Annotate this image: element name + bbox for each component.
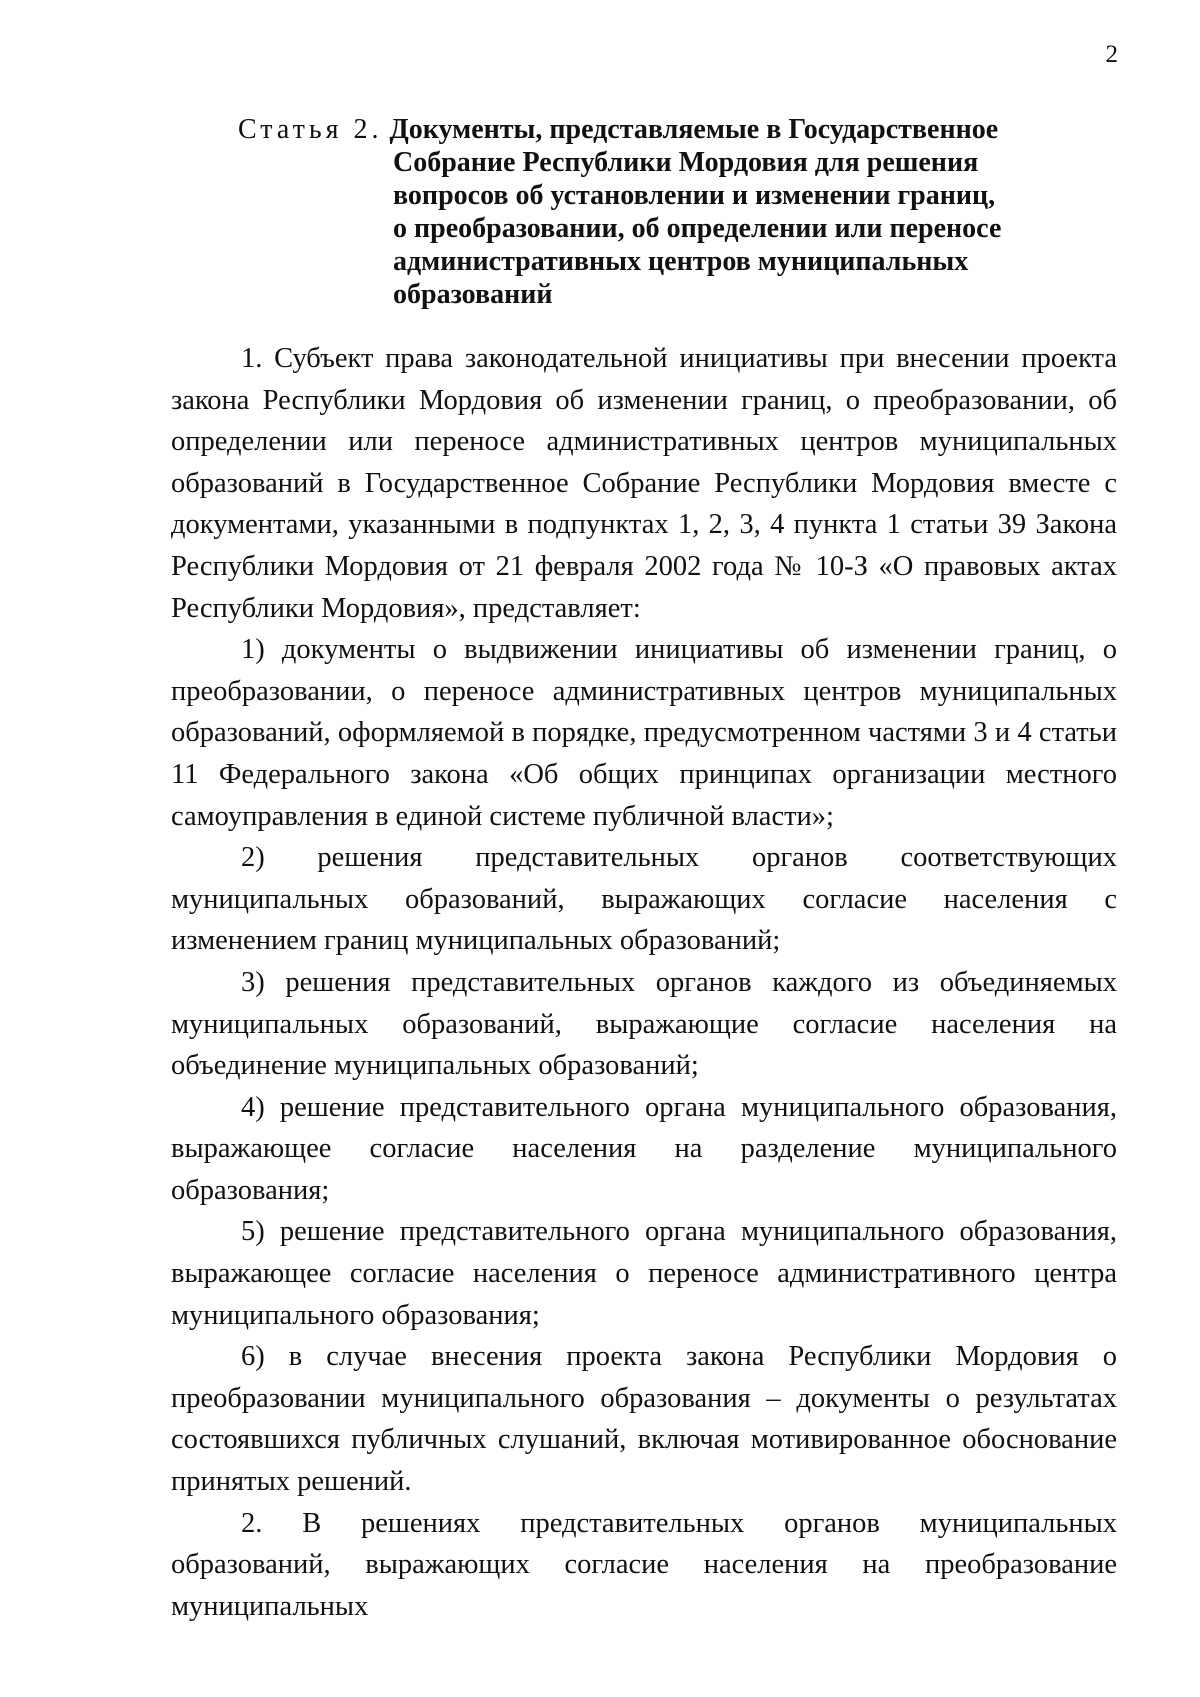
article-body (171, 338, 1117, 1627)
article-title-line: Собрание Республики Мордовия для решения (393, 147, 979, 178)
paragraph-1: 1. Субъект права законодательной инициативы при внесении проекта закона Республики Мордовия об изменении границ, о преобразовании, об определении или переносе административных центров муниципальных образований в Государственное Собрание Республики Мордовия вместе с документами, указанными в подпунктах 1, 2, 3, 4 пункта 1 статьи 39 Закона Республики Мордовия от 21 февраля 2002 года № 10-З «О правовых актах Республики Мордовия», представляет: (171, 343, 1117, 624)
article-header (238, 113, 1058, 311)
article-title-line: образований (393, 279, 553, 310)
article-title-line: о преобразовании, об определении или переносе (393, 213, 1002, 244)
paragraph-2: 2. В решениях представительных органов муниципальных образований, выражающих согласие населения на преобразование муниципальных (171, 1507, 1117, 1622)
list-item-6: 6) в случае внесения проекта закона Республики Мордовия о преобразовании муниципального образования – документы о результатах состоявшихся публичных слушаний, включая мотивированное обоснование принятых решений. (171, 1341, 1117, 1498)
article-title-line: административных центров муниципальных (393, 246, 969, 277)
article-number: Статья 2. (238, 114, 383, 145)
list-item-2: 2) решения представительных органов соответствующих муниципальных образований, выражающих согласие населения с изменением границ муниципальных образований; (171, 842, 1117, 957)
list-item-5: 5) решение представительного органа муниципального образования, выражающее согласие населения о переносе административного центра муниципального образования; (171, 1216, 1117, 1331)
list-item-3: 3) решения представительных органов каждого из объединяемых муниципальных образований, выражающие согласие населения на объединение муниципальных образований; (171, 966, 1117, 1082)
article-title-line: вопросов об установлении и изменении границ, (393, 180, 996, 211)
list-item-1: 1) документы о выдвижении инициативы об изменении границ, о преобразовании, о переносе административных центров муниципальных образований, оформляемой в порядке, предусмотренном частями 3 и 4 статьи 11 Федерального закона «Об общих принципах организации местного самоуправления в единой системе публичной власти»; (171, 634, 1117, 832)
article-title-line: Документы, представляемые в Государственное (389, 114, 999, 145)
page-number: 2 (1105, 41, 1118, 68)
list-item-4: 4) решение представительного органа муниципального образования, выражающее согласие населения на разделение муниципального образования; (171, 1091, 1117, 1206)
